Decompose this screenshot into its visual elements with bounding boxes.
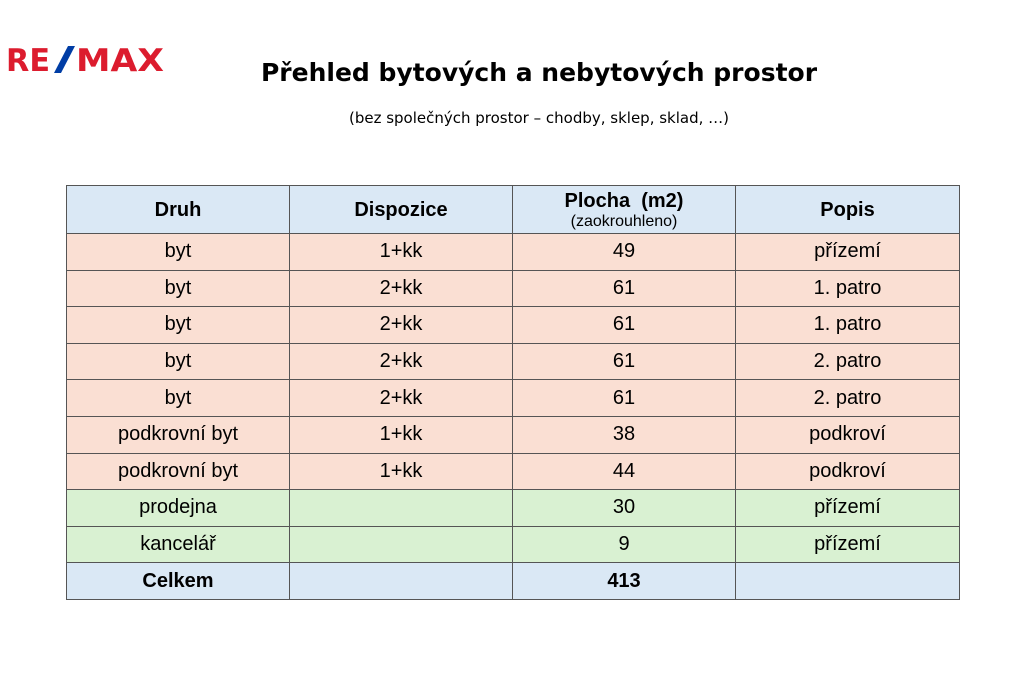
cell-dispozice: 2+kk (290, 307, 513, 344)
table-row (67, 416, 960, 453)
table-header-row (67, 186, 960, 234)
premises-table (66, 185, 960, 600)
cell-popis: podkroví (736, 453, 960, 490)
header-plocha-note: (zaokrouhleno) (570, 212, 678, 230)
cell-dispozice: 2+kk (290, 343, 513, 380)
header-plocha-label: Plocha (m2) (564, 189, 684, 212)
total-plocha: 413 (513, 563, 736, 600)
cell-dispozice: 1+kk (290, 234, 513, 271)
cell-plocha: 9 (513, 526, 736, 563)
cell-dispozice (290, 490, 513, 527)
cell-popis: podkroví (736, 416, 960, 453)
page-title: Přehled bytových a nebytových prostor (260, 58, 818, 87)
table-row (67, 490, 960, 527)
header-popis: Popis (736, 186, 960, 234)
table-row (67, 234, 960, 271)
svg-text:RE: RE (6, 43, 50, 79)
cell-plocha: 61 (513, 380, 736, 417)
cell-plocha: 38 (513, 416, 736, 453)
table-row (67, 380, 960, 417)
header-plocha (513, 186, 736, 234)
cell-druh: byt (67, 270, 290, 307)
cell-plocha: 44 (513, 453, 736, 490)
cell-dispozice: 1+kk (290, 453, 513, 490)
cell-popis: přízemí (736, 526, 960, 563)
cell-druh: byt (67, 343, 290, 380)
cell-dispozice: 1+kk (290, 416, 513, 453)
cell-popis: 1. patro (736, 270, 960, 307)
table-row (67, 453, 960, 490)
table-row (67, 343, 960, 380)
svg-text:MAX: MAX (76, 43, 165, 79)
table-row (67, 270, 960, 307)
cell-plocha: 49 (513, 234, 736, 271)
cell-plocha: 61 (513, 343, 736, 380)
cell-popis: přízemí (736, 234, 960, 271)
cell-plocha: 61 (513, 270, 736, 307)
cell-druh: prodejna (67, 490, 290, 527)
header-druh: Druh (67, 186, 290, 234)
cell-druh: byt (67, 234, 290, 271)
cell-popis: 2. patro (736, 343, 960, 380)
table-row (67, 307, 960, 344)
cell-dispozice: 2+kk (290, 270, 513, 307)
cell-plocha: 61 (513, 307, 736, 344)
cell-plocha: 30 (513, 490, 736, 527)
cell-dispozice (290, 526, 513, 563)
cell-popis: 1. patro (736, 307, 960, 344)
total-popis (736, 563, 960, 600)
cell-druh: byt (67, 380, 290, 417)
total-dispozice (290, 563, 513, 600)
total-row (67, 563, 960, 600)
cell-druh: kancelář (67, 526, 290, 563)
total-label: Celkem (67, 563, 290, 600)
cell-druh: byt (67, 307, 290, 344)
cell-dispozice: 2+kk (290, 380, 513, 417)
cell-popis: 2. patro (736, 380, 960, 417)
cell-druh: podkrovní byt (67, 416, 290, 453)
table-row (67, 526, 960, 563)
header-dispozice: Dispozice (290, 186, 513, 234)
cell-popis: přízemí (736, 490, 960, 527)
cell-druh: podkrovní byt (67, 453, 290, 490)
page-subtitle: (bez společných prostor – chodby, sklep, sklad, …) (348, 109, 730, 127)
